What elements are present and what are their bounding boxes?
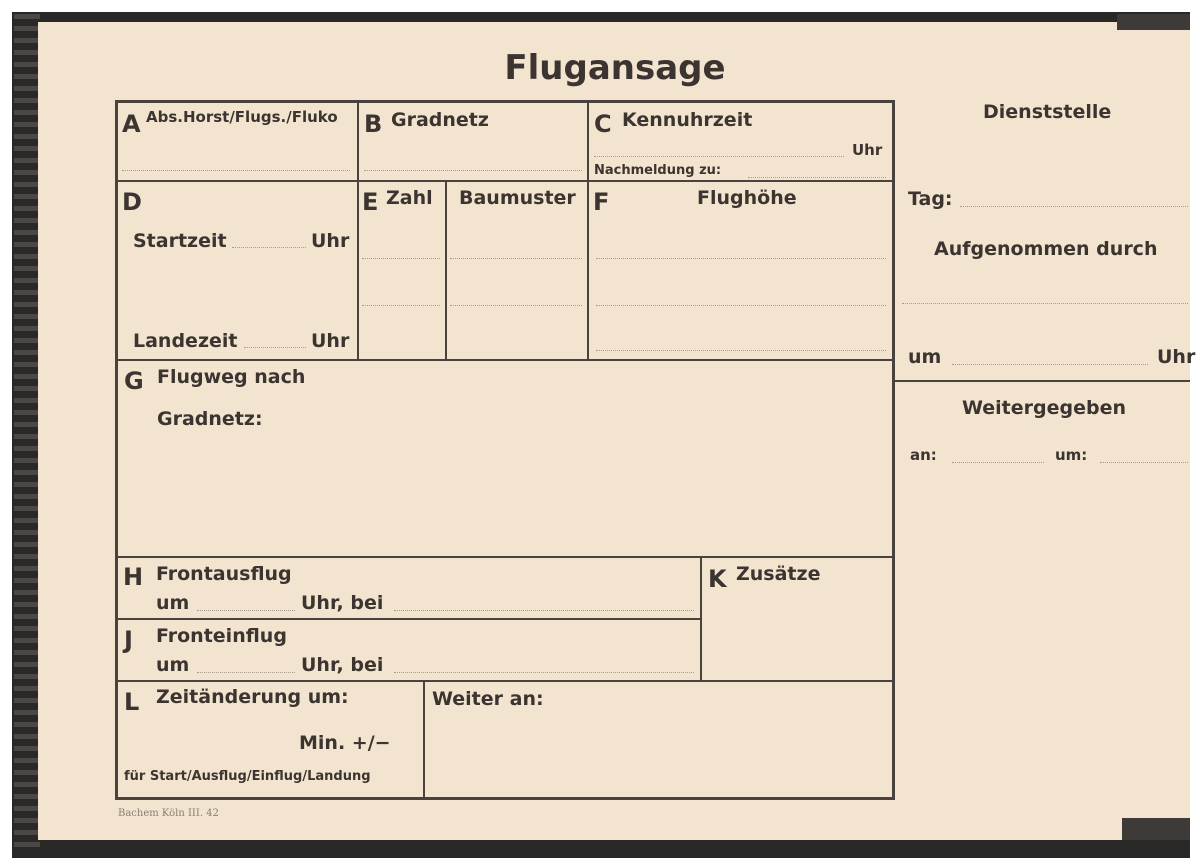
field-d-start-label: Startzeit bbox=[133, 230, 227, 252]
field-b-label: Gradnetz bbox=[391, 109, 489, 131]
field-b-input[interactable] bbox=[364, 170, 582, 171]
field-k-letter: K bbox=[708, 565, 727, 593]
side-uhr-label: Uhr bbox=[1157, 346, 1196, 368]
field-e-count-input[interactable] bbox=[362, 258, 440, 259]
field-d-start-unit: Uhr bbox=[311, 230, 350, 252]
aufgenommen-input[interactable] bbox=[902, 303, 1188, 304]
field-g-label: Flugweg nach bbox=[157, 366, 306, 388]
field-d-land-unit: Uhr bbox=[311, 330, 350, 352]
field-h-label: Frontausflug bbox=[156, 563, 292, 585]
field-c-label: Kennuhrzeit bbox=[622, 109, 753, 131]
corner-mark-bottom bbox=[1122, 818, 1190, 840]
aufgenommen-label: Aufgenommen durch bbox=[934, 238, 1158, 260]
printer-imprint: Bachem Köln III. 42 bbox=[118, 808, 219, 819]
field-f-letter: F bbox=[593, 188, 610, 216]
field-g-letter: G bbox=[124, 367, 144, 395]
weiter-an-label: Weiter an: bbox=[432, 688, 544, 710]
perforation-strip bbox=[14, 14, 40, 854]
side-um-label: um bbox=[908, 346, 942, 368]
field-c-followup: Nachmeldung zu: bbox=[594, 163, 722, 178]
tag-input[interactable] bbox=[960, 206, 1188, 207]
weitergegeben-label: Weitergegeben bbox=[962, 397, 1127, 419]
field-a-letter: A bbox=[122, 110, 141, 138]
field-k-input-area[interactable] bbox=[708, 595, 888, 675]
field-l-input[interactable] bbox=[160, 720, 290, 756]
field-j-uhr-bei: Uhr, bei bbox=[301, 654, 384, 676]
field-d-start-input[interactable] bbox=[232, 247, 306, 248]
tag-label: Tag: bbox=[908, 188, 953, 210]
side-an-input[interactable] bbox=[952, 462, 1044, 463]
side-an-label: an: bbox=[910, 446, 937, 464]
field-l-note: für Start/Ausflug/Einflug/Landung bbox=[124, 769, 371, 784]
weiter-an-input-area[interactable] bbox=[432, 716, 887, 791]
field-a-input[interactable] bbox=[122, 170, 350, 171]
field-c-letter: C bbox=[594, 110, 612, 138]
field-j-time-input[interactable] bbox=[197, 672, 295, 673]
dienststelle-label: Dienststelle bbox=[983, 101, 1112, 123]
field-f-input[interactable] bbox=[596, 258, 886, 259]
field-e-model-label: Baumuster bbox=[459, 187, 576, 209]
field-c-input[interactable] bbox=[594, 156, 844, 157]
side-um2-label: um: bbox=[1055, 446, 1088, 464]
field-e-letter: E bbox=[362, 188, 379, 216]
field-c-unit: Uhr bbox=[852, 141, 883, 159]
field-e-count-input-2[interactable] bbox=[362, 305, 440, 306]
field-l-letter: L bbox=[124, 688, 140, 716]
field-b-letter: B bbox=[364, 110, 383, 138]
field-e-model-input-2[interactable] bbox=[450, 305, 582, 306]
corner-mark-top bbox=[1117, 14, 1190, 30]
field-h-uhr-bei: Uhr, bei bbox=[301, 592, 384, 614]
field-f-input-2[interactable] bbox=[596, 305, 886, 306]
field-j-um: um bbox=[156, 654, 190, 676]
field-c-followup-input[interactable] bbox=[748, 177, 886, 178]
field-d-land-input[interactable] bbox=[244, 347, 306, 348]
field-j-letter: J bbox=[124, 626, 133, 654]
field-g-sub-label: Gradnetz: bbox=[157, 408, 263, 430]
field-d-letter: D bbox=[122, 188, 142, 216]
field-e-count-label: Zahl bbox=[386, 187, 433, 209]
field-d-land-label: Landezeit bbox=[133, 330, 238, 352]
side-um-input[interactable] bbox=[952, 364, 1148, 365]
field-f-label: Flughöhe bbox=[697, 187, 797, 209]
field-j-label: Fronteinflug bbox=[156, 625, 287, 647]
field-a-label: Abs.Horst/Flugs./Fluko bbox=[146, 108, 338, 126]
form-title: Flugansage bbox=[504, 48, 726, 88]
field-h-um: um bbox=[156, 592, 190, 614]
field-h-letter: H bbox=[123, 563, 144, 591]
field-e-model-input[interactable] bbox=[450, 258, 582, 259]
field-k-label: Zusätze bbox=[736, 563, 821, 585]
side-um2-input[interactable] bbox=[1100, 462, 1188, 463]
field-l-min: Min. +/− bbox=[299, 732, 391, 754]
field-h-place-input[interactable] bbox=[394, 610, 694, 611]
field-l-label: Zeitänderung um: bbox=[156, 686, 349, 708]
field-j-place-input[interactable] bbox=[394, 672, 694, 673]
field-f-input-3[interactable] bbox=[596, 350, 886, 351]
field-h-time-input[interactable] bbox=[197, 610, 295, 611]
field-g-input-area[interactable] bbox=[280, 395, 880, 545]
